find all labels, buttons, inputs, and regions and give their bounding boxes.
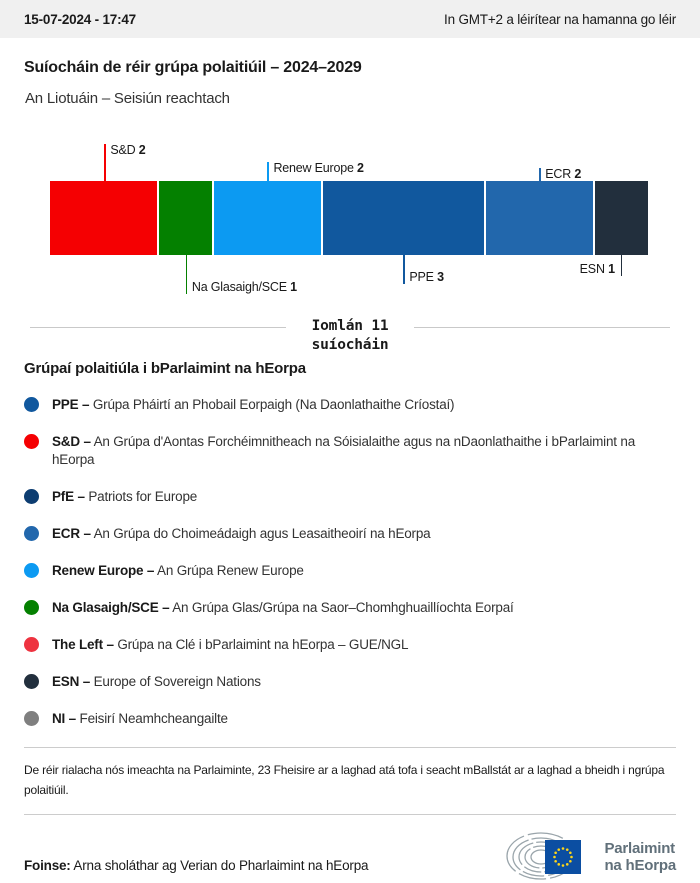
segment-label-ESN: ESN 1 xyxy=(579,262,615,276)
callout-tick-ECR xyxy=(539,168,541,181)
legend-item-text: Na Glasaigh/SCE – An Grúpa Glas/Grúpa na Saor–Chomhghuaillíochta Eorpaí xyxy=(52,600,514,615)
datetime-label: 15-07-2024 - 17:47 xyxy=(24,11,136,27)
footer-row xyxy=(24,831,676,883)
bar-segment-ECR[interactable] xyxy=(486,181,593,255)
group-color-dot xyxy=(24,526,39,541)
total-rule-right xyxy=(414,327,670,328)
page-subtitle: An Liotuáin – Seisiún reachtach xyxy=(25,90,230,107)
top-bar xyxy=(0,0,700,38)
ep-logo-text: Parlaimint na hEorpa xyxy=(604,839,676,874)
bar-segment-PPE[interactable] xyxy=(323,181,483,255)
group-color-dot xyxy=(24,489,39,504)
ep-logo xyxy=(505,831,676,883)
legend-item-ni xyxy=(24,710,676,728)
group-color-dot xyxy=(24,637,39,652)
group-color-dot xyxy=(24,600,39,615)
group-color-dot xyxy=(24,711,39,726)
legend-item-theleft xyxy=(24,636,676,654)
legend-item-renew xyxy=(24,562,676,580)
legend-item-esn xyxy=(24,673,676,691)
stacked-bar xyxy=(50,181,648,255)
legend-item-text: PPE – Grúpa Pháirtí an Phobail Eorpaigh (Na Daonlathaithe Críostaí) xyxy=(52,397,455,412)
legend-item-text: The Left – Grúpa na Clé i bParlaimint na hEorpa – GUE/NGL xyxy=(52,637,409,652)
group-color-dot xyxy=(24,674,39,689)
segment-label-PPE: PPE 3 xyxy=(409,270,444,284)
segment-label-Renew Europe: Renew Europe 2 xyxy=(273,161,364,175)
legend-item-text: PfE – Patriots for Europe xyxy=(52,489,198,504)
source-label: Foinse: xyxy=(24,857,71,873)
legend-item-pfe xyxy=(24,488,676,506)
legend-item-ecr xyxy=(24,525,676,543)
seat-distribution-chart xyxy=(50,131,648,301)
ep-hemicycle-icon xyxy=(505,831,597,883)
legend-item-text: ESN – Europe of Sovereign Nations xyxy=(52,674,261,689)
group-color-dot xyxy=(24,397,39,412)
legend-heading: Grúpaí polaitiúla i bParlaimint na hEorpa xyxy=(24,360,306,377)
legend-item-text: NI – Feisirí Neamhcheangailte xyxy=(52,711,228,726)
total-line-1: Iomlán 11 xyxy=(311,318,389,334)
source-text: Arna sholáthar ag Verian do Pharlaimint na hEorpa xyxy=(73,857,369,873)
callout-tick-S&D xyxy=(104,144,106,181)
page-title: Suíocháin de réir grúpa polaitiúil – 2024–2029 xyxy=(24,59,362,76)
callout-tick-Na Glasaigh/SCE xyxy=(186,255,188,294)
total-line-2: suíocháin xyxy=(311,337,389,353)
group-color-dot xyxy=(24,434,39,449)
divider-bottom xyxy=(24,814,676,815)
legend-list xyxy=(24,396,676,728)
total-rule-left xyxy=(30,327,286,328)
bar-segment-ESN[interactable] xyxy=(595,181,648,255)
group-color-dot xyxy=(24,563,39,578)
bar-segment-Na Glasaigh/SCE[interactable] xyxy=(159,181,212,255)
legend-item-ppe xyxy=(24,396,676,414)
bar-segment-Renew Europe[interactable] xyxy=(214,181,321,255)
procedure-note: De réir rialacha nós imeachta na Parlaiminte, 23 Fheisire ar a laghad atá tofa i seacht mBallstát ar a laghad a bheidh i ngrúpa polaitiúil. xyxy=(24,763,665,798)
segment-label-Na Glasaigh/SCE: Na Glasaigh/SCE 1 xyxy=(191,280,297,294)
source-line xyxy=(24,858,368,873)
legend-item-sd xyxy=(24,433,676,469)
segment-label-ECR: ECR 2 xyxy=(545,167,582,181)
callout-tick-PPE xyxy=(403,255,405,284)
callout-tick-Renew Europe xyxy=(267,162,269,181)
eu-flag-icon xyxy=(545,840,581,874)
segment-label-S&D: S&D 2 xyxy=(110,143,146,157)
timezone-note: In GMT+2 a léirítear na hamanna go léir xyxy=(444,11,676,27)
bar-segment-S&D[interactable] xyxy=(50,181,157,255)
legend-item-text: Renew Europe – An Grúpa Renew Europe xyxy=(52,563,304,578)
total-seats-label xyxy=(286,317,415,355)
legend-item-text: ECR – An Grúpa do Choimeádaigh agus Leasaitheoirí na hEorpa xyxy=(52,526,431,541)
legend-item-text: S&D – An Grúpa d'Aontas Forchéimnitheach na Sóisialaithe agus na nDaonlathaithe i bParlaimint na hEorpa xyxy=(52,434,635,467)
total-seats-row xyxy=(30,317,670,355)
divider-top xyxy=(24,747,676,748)
callout-tick-ESN xyxy=(621,255,623,276)
legend-item-glasaigh xyxy=(24,599,676,617)
